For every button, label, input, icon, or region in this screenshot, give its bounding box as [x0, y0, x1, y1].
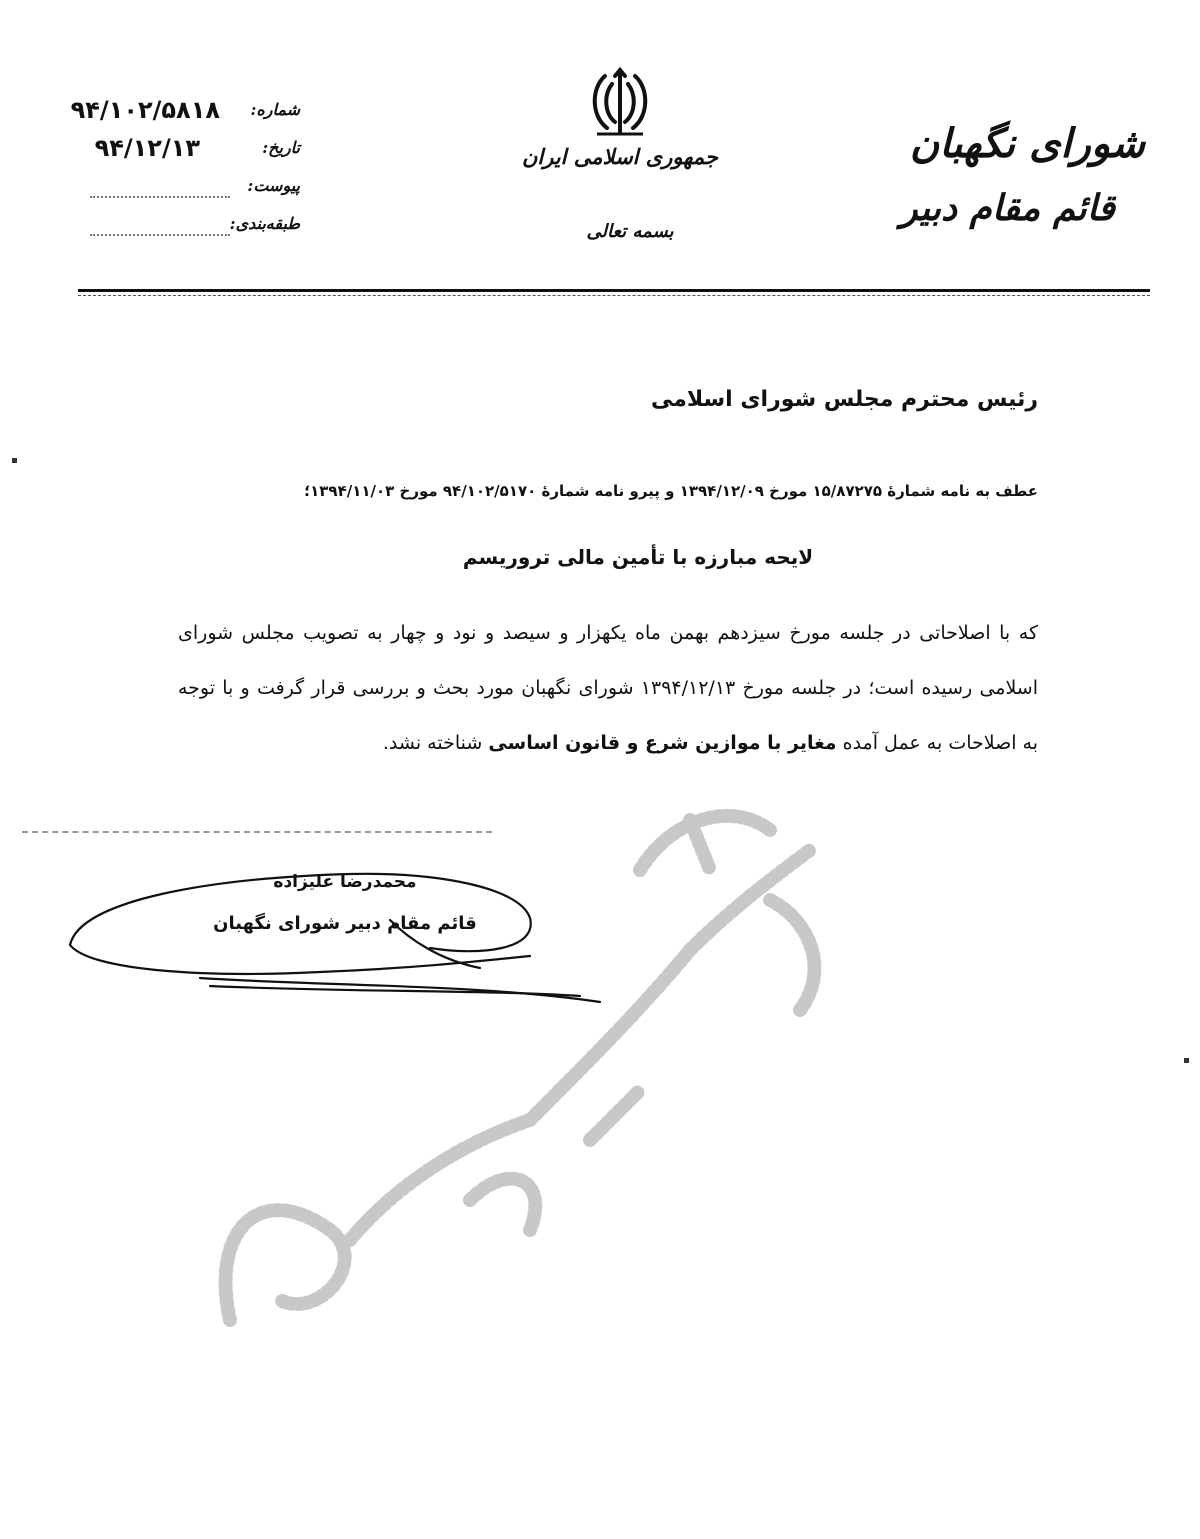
- letterhead-organization: [845, 118, 1145, 232]
- organization-subtitle: قائم مقام دبیر: [900, 187, 1115, 229]
- signer-block: [200, 866, 490, 940]
- paragraph-bold: مغایر با موازین شرع و قانون اساسی: [488, 732, 837, 754]
- header-divider-dashed: [78, 295, 1150, 296]
- signer-name: محمدرضا علیزاده: [273, 872, 417, 892]
- meta-attachment-row: [30, 176, 310, 214]
- paragraph-main: که با اصلاحاتی در جلسه مورخ سیزدهم بهمن ماه یکهزار و سیصد و نود و چهار به تصویب مجلس شورای اسلامی رسیده است؛ در جلسه مورخ ۱۳۹۴/۱۲/۱۳ شورای نگهبان مورد بحث و بررسی قرار گرفت و با توجه به اصلاحات به عمل آمده: [178, 622, 1038, 754]
- paragraph-end: شناخته نشد.: [382, 732, 483, 754]
- republic-name: جمهوری اسلامی ایران: [521, 144, 719, 169]
- meta-date-row: [30, 134, 310, 176]
- council-stamp-watermark: [170, 760, 870, 1360]
- letter-meta: [30, 96, 310, 252]
- letter-paragraph: [178, 606, 1038, 771]
- meta-number-label: شماره:: [250, 100, 300, 119]
- meta-attachment-dots: [90, 196, 230, 198]
- meta-number-row: [30, 96, 310, 138]
- scan-speck: [12, 458, 17, 463]
- meta-classification-row: [30, 214, 310, 252]
- letter-body: [178, 380, 1038, 771]
- letterhead-emblem: [500, 66, 740, 242]
- meta-date-label: تاریخ:: [262, 138, 300, 157]
- reference-line: عطف به نامه شمارهٔ ۱۵/۸۷۲۷۵ مورخ ۱۳۹۴/۱۲/۰۹ و پیرو نامه شمارهٔ ۹۴/۱۰۲/۵۱۷۰ مورخ ۱۳۹۴/۱۱/۰۳؛: [304, 482, 1038, 500]
- meta-classification-dots: [90, 234, 230, 236]
- organization-name: شورای نگهبان: [909, 120, 1145, 167]
- signer-title: قائم مقام دبیر شورای نگهبان: [213, 913, 477, 934]
- meta-attachment-label: پیوست:: [247, 176, 300, 195]
- iran-emblem-icon: [585, 66, 655, 138]
- meta-classification-label: طبقه‌بندی:: [229, 214, 300, 233]
- header-divider: [78, 289, 1150, 292]
- meta-date-value: ۹۴/۱۲/۱۳: [94, 134, 200, 162]
- body-dashed-rule: [22, 831, 492, 833]
- meta-number-value: ۹۴/۱۰۲/۵۸۱۸: [70, 96, 220, 124]
- scan-speck: [1184, 1058, 1189, 1063]
- bill-title: لایحه مبارزه با تأمین مالی تروریسم: [462, 545, 814, 569]
- besmeh-tala: بسمه تعالی: [586, 221, 674, 242]
- addressee: رئیس محترم مجلس شورای اسلامی: [650, 387, 1038, 412]
